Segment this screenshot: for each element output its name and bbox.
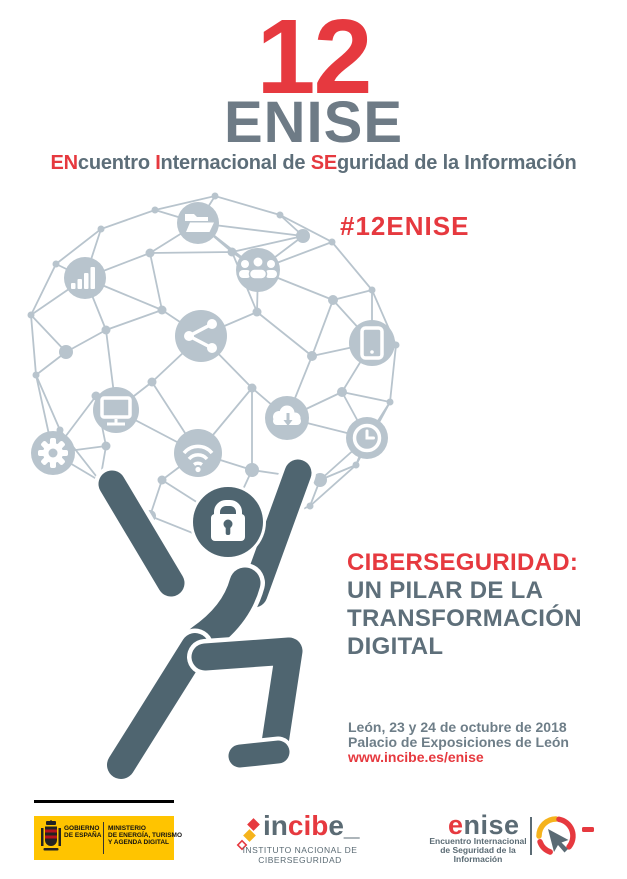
government-logo-topline xyxy=(34,800,174,803)
bar-chart-icon xyxy=(64,257,106,299)
incibe-word-part: cib xyxy=(287,810,329,841)
enise-cursor-icon xyxy=(536,813,598,867)
tagline xyxy=(347,549,582,661)
team-icon xyxy=(236,248,280,292)
event-url-link[interactable]: www.incibe.es/enise xyxy=(348,749,484,765)
ministry-label-line: Y AGENDA DIGITAL xyxy=(108,839,170,846)
tagline-line1: CIBERSEGURIDAD: xyxy=(347,549,579,576)
network-mesh xyxy=(31,196,396,536)
subtitle-part: guridad de la Información xyxy=(337,152,577,174)
incibe-word-part: e_ xyxy=(328,810,360,841)
clock-icon xyxy=(346,417,388,459)
smartphone-icon xyxy=(349,320,395,366)
ministry-label-line: MINISTERIO xyxy=(108,825,146,832)
ministry-label-line: DE ENERGÍA, TURISMO xyxy=(108,832,183,839)
stick-figure xyxy=(112,473,298,765)
mesh-nodes xyxy=(28,193,400,540)
hashtag: #12ENISE xyxy=(340,211,470,241)
incibe-tagline: INSTITUTO NACIONAL DE CIBERSEGURIDAD xyxy=(242,845,358,865)
enise-logo-divider xyxy=(530,817,532,855)
enise-logo-subtitle: de Seguridad de la Información xyxy=(440,845,516,864)
padlock-icon xyxy=(190,484,266,560)
event-subtitle xyxy=(0,150,627,176)
share-icon xyxy=(175,310,227,362)
cloud-download-icon xyxy=(265,396,309,440)
subtitle-part: nternacional de xyxy=(160,152,311,174)
subtitle-part: I xyxy=(155,152,161,174)
monitor-icon xyxy=(93,387,139,433)
enise-logo-subtitle: Encuentro Internacional xyxy=(429,836,527,846)
tagline-line4: DIGITAL xyxy=(347,633,444,660)
event-date: León, 23 y 24 de octubre de 2018 xyxy=(348,719,567,735)
tagline-line3: TRANSFORMACIÓN xyxy=(347,605,582,632)
gear-icon xyxy=(31,431,75,475)
incibe-logo xyxy=(263,812,360,840)
government-label-line: DE ESPAÑA xyxy=(64,832,102,839)
wifi-icon xyxy=(174,429,222,477)
subtitle-part: SE xyxy=(310,152,337,174)
event-venue: Palacio de Exposiciones de León xyxy=(348,734,569,750)
ministry-label xyxy=(108,825,182,846)
spain-coat-of-arms-icon xyxy=(40,820,62,854)
government-logo-divider xyxy=(103,822,104,854)
enise-word-part: nise xyxy=(463,810,520,840)
enise-logo xyxy=(448,812,520,839)
incibe-word-part: in xyxy=(263,810,288,841)
government-label-line: GOBIERNO xyxy=(64,825,100,832)
tagline-line2: UN PILAR DE LA xyxy=(347,577,544,604)
government-label xyxy=(64,825,101,839)
folder-icon xyxy=(177,202,219,244)
enise-word-part: e xyxy=(448,810,464,840)
edition-number: 12 xyxy=(256,0,371,116)
event-title: ENISE xyxy=(223,90,404,155)
subtitle-part: EN xyxy=(50,152,78,174)
event-info xyxy=(348,721,569,766)
subtitle-part: cuentro xyxy=(77,152,156,174)
